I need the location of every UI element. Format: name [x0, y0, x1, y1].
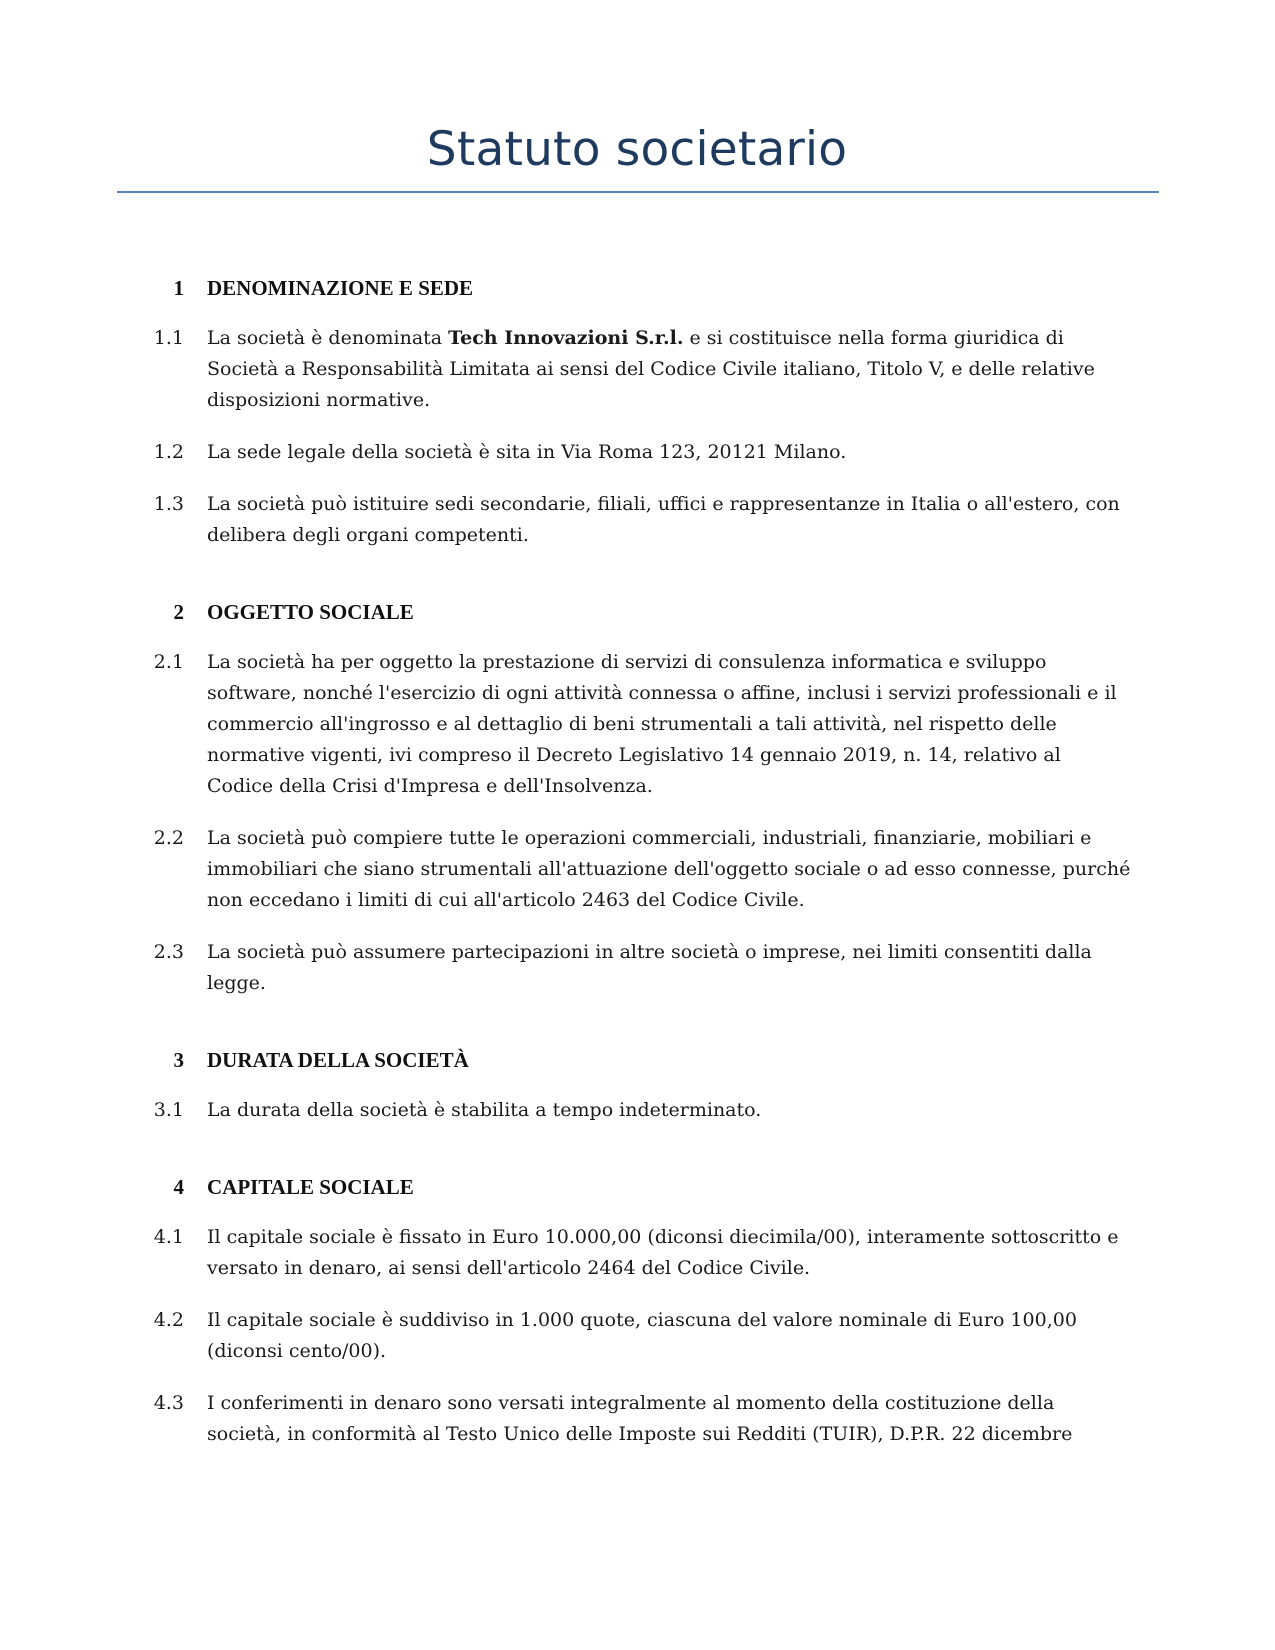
clause-4-1 — [0, 1222, 1275, 1284]
clause-1-2 — [0, 437, 1275, 468]
clause-1-1 — [0, 323, 1275, 416]
clause-text-part: e si costituisce nella forma giuridica di Società a Responsabilità Limitata ai sensi del Codice Civile italiano, Titolo V, e delle relative disposizioni normative. — [207, 327, 1095, 411]
clause-1-3 — [0, 489, 1275, 551]
clause-number: 2.2 — [153, 827, 184, 849]
clause-2-3 — [0, 937, 1275, 999]
section-heading — [0, 273, 1275, 304]
clause-text: I conferimenti in denaro sono versati integralmente al momento della costituzione della società, in conformità al Testo Unico delle Imposte sui Redditi (TUIR), D.P.R. 22 dicembre — [207, 1392, 1073, 1445]
clause-text: La società ha per oggetto la prestazione di servizi di consulenza informatica e sviluppo software, nonché l'esercizio di ogni attività connessa o affine, inclusi i servizi professionali e il commercio all'ingrosso e al dettaglio di beni strumentali a tali attività, nel rispetto delle normative vigenti, ivi compreso il Decreto Legislativo 14 gennaio 2019, n. 14, relativo al Codice della Crisi d'Impresa e dell'Insolvenza. — [207, 651, 1117, 797]
clause-4-2 — [0, 1305, 1275, 1367]
clause-number: 4.1 — [153, 1226, 184, 1248]
section-durata-della-societa — [0, 1045, 1275, 1126]
section-heading — [0, 1045, 1275, 1076]
section-heading — [0, 597, 1275, 628]
clause-text-part: La società è denominata — [207, 327, 449, 349]
clause-text: Il capitale sociale è fissato in Euro 10.000,00 (diconsi diecimila/00), interamente sottoscritto e versato in denaro, ai sensi dell'articolo 2464 del Codice Civile. — [207, 1226, 1119, 1279]
clause-text: La società può compiere tutte le operazioni commerciali, industriali, finanziarie, mobiliari e immobiliari che siano strumentali all'attuazione dell'oggetto sociale o ad esso connesse, purché non eccedano i limiti di cui all'articolo 2463 del Codice Civile. — [207, 827, 1131, 911]
section-title: OGGETTO SOCIALE — [207, 600, 414, 624]
clause-3-1 — [0, 1095, 1275, 1126]
clause-text — [207, 323, 1132, 416]
section-title: DENOMINAZIONE E SEDE — [207, 276, 474, 300]
clause-number: 1.3 — [153, 493, 184, 515]
clause-number: 1.1 — [153, 327, 184, 349]
clause-number: 2.1 — [153, 651, 184, 673]
section-number: 3 — [173, 1048, 184, 1072]
clause-number: 4.2 — [153, 1309, 184, 1331]
section-title: CAPITALE SOCIALE — [207, 1175, 414, 1199]
clause-2-2 — [0, 823, 1275, 916]
section-number: 2 — [173, 600, 184, 624]
clause-number: 1.2 — [153, 441, 184, 463]
section-capitale-sociale — [0, 1172, 1275, 1450]
clause-number: 2.3 — [153, 941, 184, 963]
clause-4-3 — [0, 1388, 1275, 1450]
company-name: Tech Innovazioni S.r.l. — [448, 327, 684, 349]
section-title: DURATA DELLA SOCIETÀ — [207, 1048, 469, 1072]
clause-2-1 — [0, 647, 1275, 802]
clause-text: La durata della società è stabilita a tempo indeterminato. — [207, 1099, 762, 1121]
clause-text: La società può istituire sedi secondarie, filiali, uffici e rappresentanze in Italia o all'estero, con delibera degli organi competenti. — [207, 493, 1120, 546]
section-denominazione-e-sede — [0, 273, 1275, 551]
section-oggetto-sociale — [0, 597, 1275, 999]
document-body — [0, 273, 1275, 1496]
section-number: 4 — [173, 1175, 184, 1199]
section-heading — [0, 1172, 1275, 1203]
clause-text: La sede legale della società è sita in Via Roma 123, 20121 Milano. — [207, 441, 847, 463]
document-title: Statuto societario — [426, 122, 848, 177]
title-underline — [117, 191, 1159, 193]
clause-number: 3.1 — [153, 1099, 184, 1121]
clause-text: La società può assumere partecipazioni in altre società o imprese, nei limiti consentiti dalla legge. — [207, 941, 1092, 994]
clause-number: 4.3 — [153, 1392, 184, 1414]
section-number: 1 — [173, 276, 184, 300]
clause-text: Il capitale sociale è suddiviso in 1.000 quote, ciascuna del valore nominale di Euro 100,00 (diconsi cento/00). — [207, 1309, 1077, 1362]
